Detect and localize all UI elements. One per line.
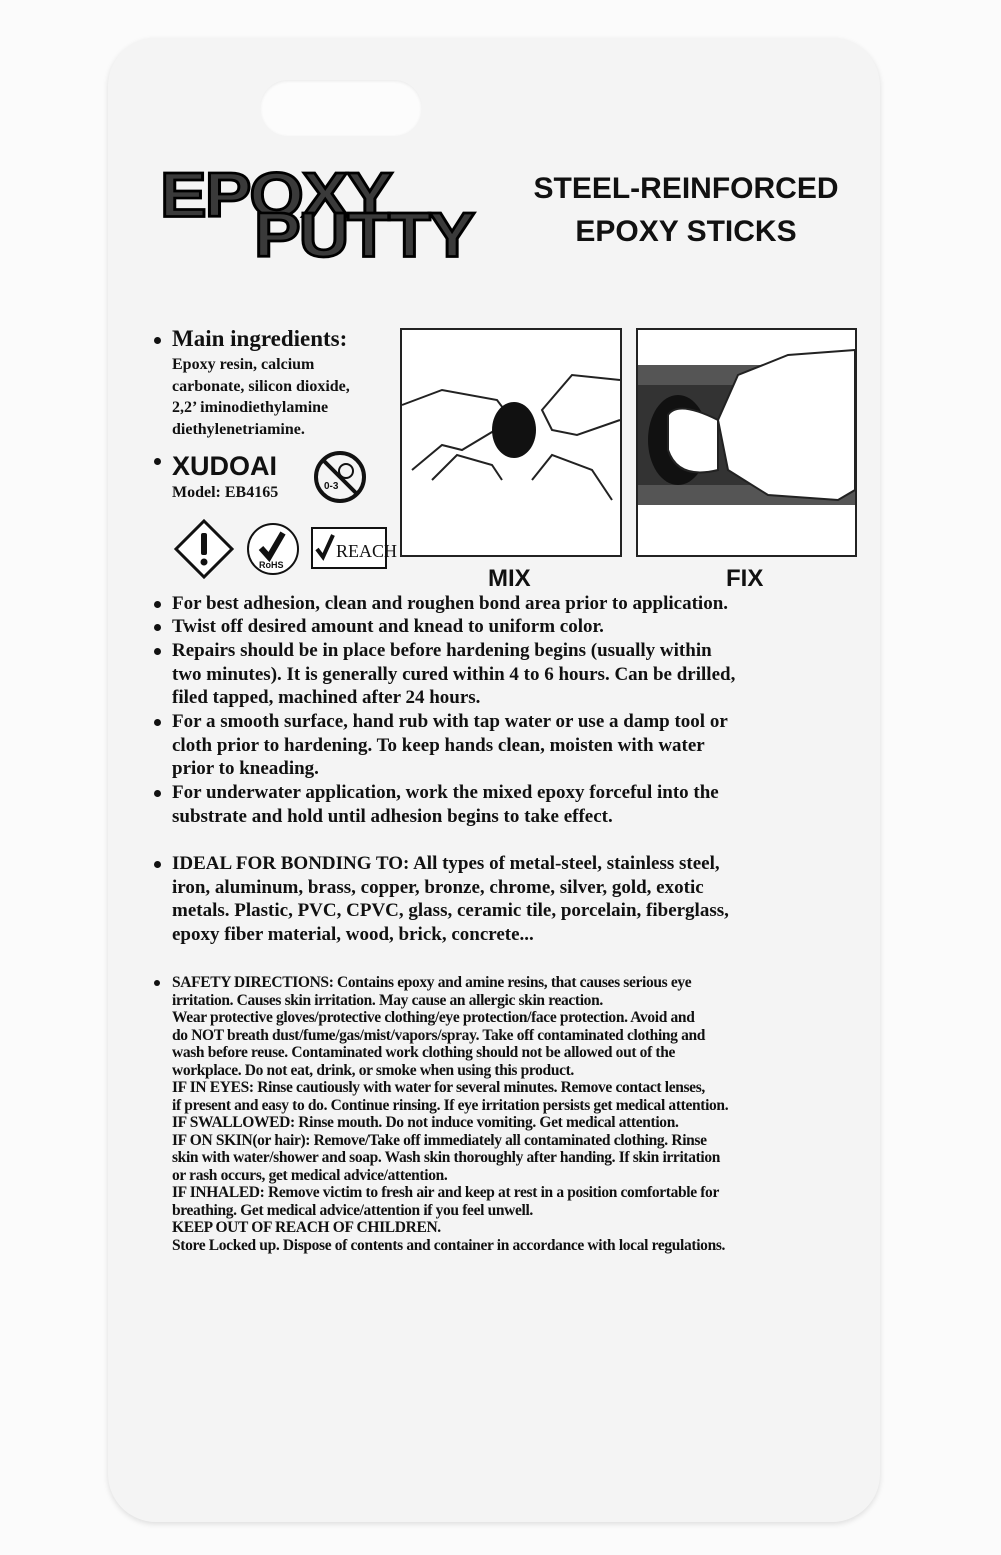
- ideal-line: IDEAL FOR BONDING TO: All types of metal-steel, stainless steel,: [172, 853, 720, 874]
- bullet: [154, 624, 161, 631]
- instruction-line: prior to kneading.: [172, 758, 319, 780]
- instruction-line: cloth prior to hardening. To keep hands clean, moisten with water: [172, 734, 705, 756]
- ingredient-line: 2,2’ iminodiethylamine: [172, 399, 329, 416]
- instruction-3: [172, 639, 735, 710]
- safety-line: breathing. Get medical advice/attention if you feel unwell.: [172, 1201, 533, 1219]
- instruction-line: two minutes). It is generally cured within 4 to 6 hours. Can be drilled,: [172, 663, 736, 685]
- title-line-2: EPOXY STICKS: [575, 215, 797, 248]
- bullet: [154, 648, 161, 655]
- instruction-2: [172, 615, 604, 639]
- bullet: [154, 337, 161, 344]
- instruction-line: Twist off desired amount and knead to uniform color.: [172, 616, 604, 637]
- ingredient-line: diethylenetriamine.: [172, 420, 305, 438]
- model-number: Model: EB4165: [172, 484, 279, 501]
- safety-line: IF ON SKIN(or hair): Remove/Take off immediately all contaminated clothing. Rinse: [172, 1131, 707, 1149]
- safety-line: Wear protective gloves/protective clothing/eye protection/face protection. Avoid and: [172, 1009, 695, 1026]
- fix-illustration: [636, 328, 857, 557]
- ideal-for-bonding: [172, 852, 729, 947]
- mix-illustration: [400, 328, 622, 557]
- brand-name: XUDOAI: [172, 451, 278, 481]
- reach-label: REACH: [336, 541, 398, 561]
- safety-line: IF IN EYES: Rinse cautiously with water for several minutes. Remove contact lenses,: [172, 1079, 705, 1096]
- ingredients-list: [172, 354, 350, 440]
- title-line-1: STEEL-REINFORCED: [533, 172, 839, 205]
- ingredient-line: carbonate, silicon dioxide,: [172, 377, 350, 395]
- bullet: [154, 458, 161, 465]
- rohs-label: RoHS: [259, 560, 284, 570]
- ingredients-heading: Main ingredients:: [172, 326, 348, 351]
- safety-line: Store Locked up. Dispose of contents and container in accordance with local regulations.: [172, 1236, 726, 1254]
- fix-label: FIX: [726, 565, 764, 592]
- safety-line: irritation. Causes skin irritation. May cause an allergic skin reaction.: [172, 991, 603, 1009]
- instruction-line: substrate and hold until adhesion begins to take effect.: [172, 805, 613, 827]
- safety-line: IF SWALLOWED: Rinse mouth. Do not induce vomiting. Get medical attention.: [172, 1114, 679, 1131]
- instruction-line: For best adhesion, clean and roughen bond area prior to application.: [172, 593, 729, 614]
- safety-line: do NOT breath dust/fume/gas/mist/vapors/spray. Take off contaminated clothing and: [172, 1026, 706, 1044]
- safety-line: if present and easy to do. Continue rinsing. If eye irritation persists get medical attention.: [172, 1096, 729, 1114]
- reach-icon: [311, 527, 398, 569]
- safety-line: or rash occurs, get medical advice/attention.: [172, 1166, 448, 1184]
- instruction-line: filed tapped, machined after 24 hours.: [172, 687, 481, 709]
- not-for-children-icon: [312, 449, 368, 505]
- age-label: 0-3: [324, 481, 339, 492]
- logo-epoxy: EPOXY: [160, 159, 392, 231]
- bullet: [154, 790, 161, 797]
- instruction-5: [172, 781, 719, 828]
- ideal-line: epoxy fiber material, wood, brick, concrete...: [172, 924, 534, 946]
- rohs-icon: [245, 521, 301, 577]
- logo-putty: PUTTY: [254, 199, 474, 271]
- safety-line: wash before reuse. Contaminated work clothing should not be allowed out of the: [172, 1044, 676, 1061]
- warning-diamond-icon: [173, 518, 235, 580]
- instruction-line: For underwater application, work the mixed epoxy forceful into the: [172, 782, 719, 803]
- safety-line: SAFETY DIRECTIONS: Contains epoxy and amine resins, that causes serious eye: [172, 974, 692, 991]
- safety-line: skin with water/shower and soap. Wash skin thoroughly after handing. If skin irritation: [172, 1149, 721, 1166]
- instruction-1: [172, 592, 728, 616]
- safety-directions: [172, 974, 728, 1254]
- bullet: [154, 980, 160, 986]
- ingredient-line: Epoxy resin, calcium: [172, 356, 315, 373]
- safety-line: KEEP OUT OF REACH OF CHILDREN.: [172, 1219, 441, 1236]
- ideal-line: metals. Plastic, PVC, CPVC, glass, ceramic tile, porcelain, fiberglass,: [172, 900, 729, 922]
- instruction-4: [172, 710, 728, 781]
- mix-label: MIX: [488, 565, 531, 592]
- safety-line: IF INHALED: Remove victim to fresh air and keep at rest in a position comfortable for: [172, 1184, 719, 1201]
- instruction-line: Repairs should be in place before hardening begins (usually within: [172, 640, 712, 661]
- bullet: [154, 719, 161, 726]
- bullet: [154, 861, 161, 868]
- bullet: [154, 601, 161, 608]
- ideal-line: iron, aluminum, brass, copper, bronze, chrome, silver, gold, exotic: [172, 876, 704, 898]
- hang-hole: [260, 80, 422, 136]
- safety-line: workplace. Do not eat, drink, or smoke when using this product.: [172, 1061, 574, 1079]
- instruction-line: For a smooth surface, hand rub with tap water or use a damp tool or: [172, 711, 728, 732]
